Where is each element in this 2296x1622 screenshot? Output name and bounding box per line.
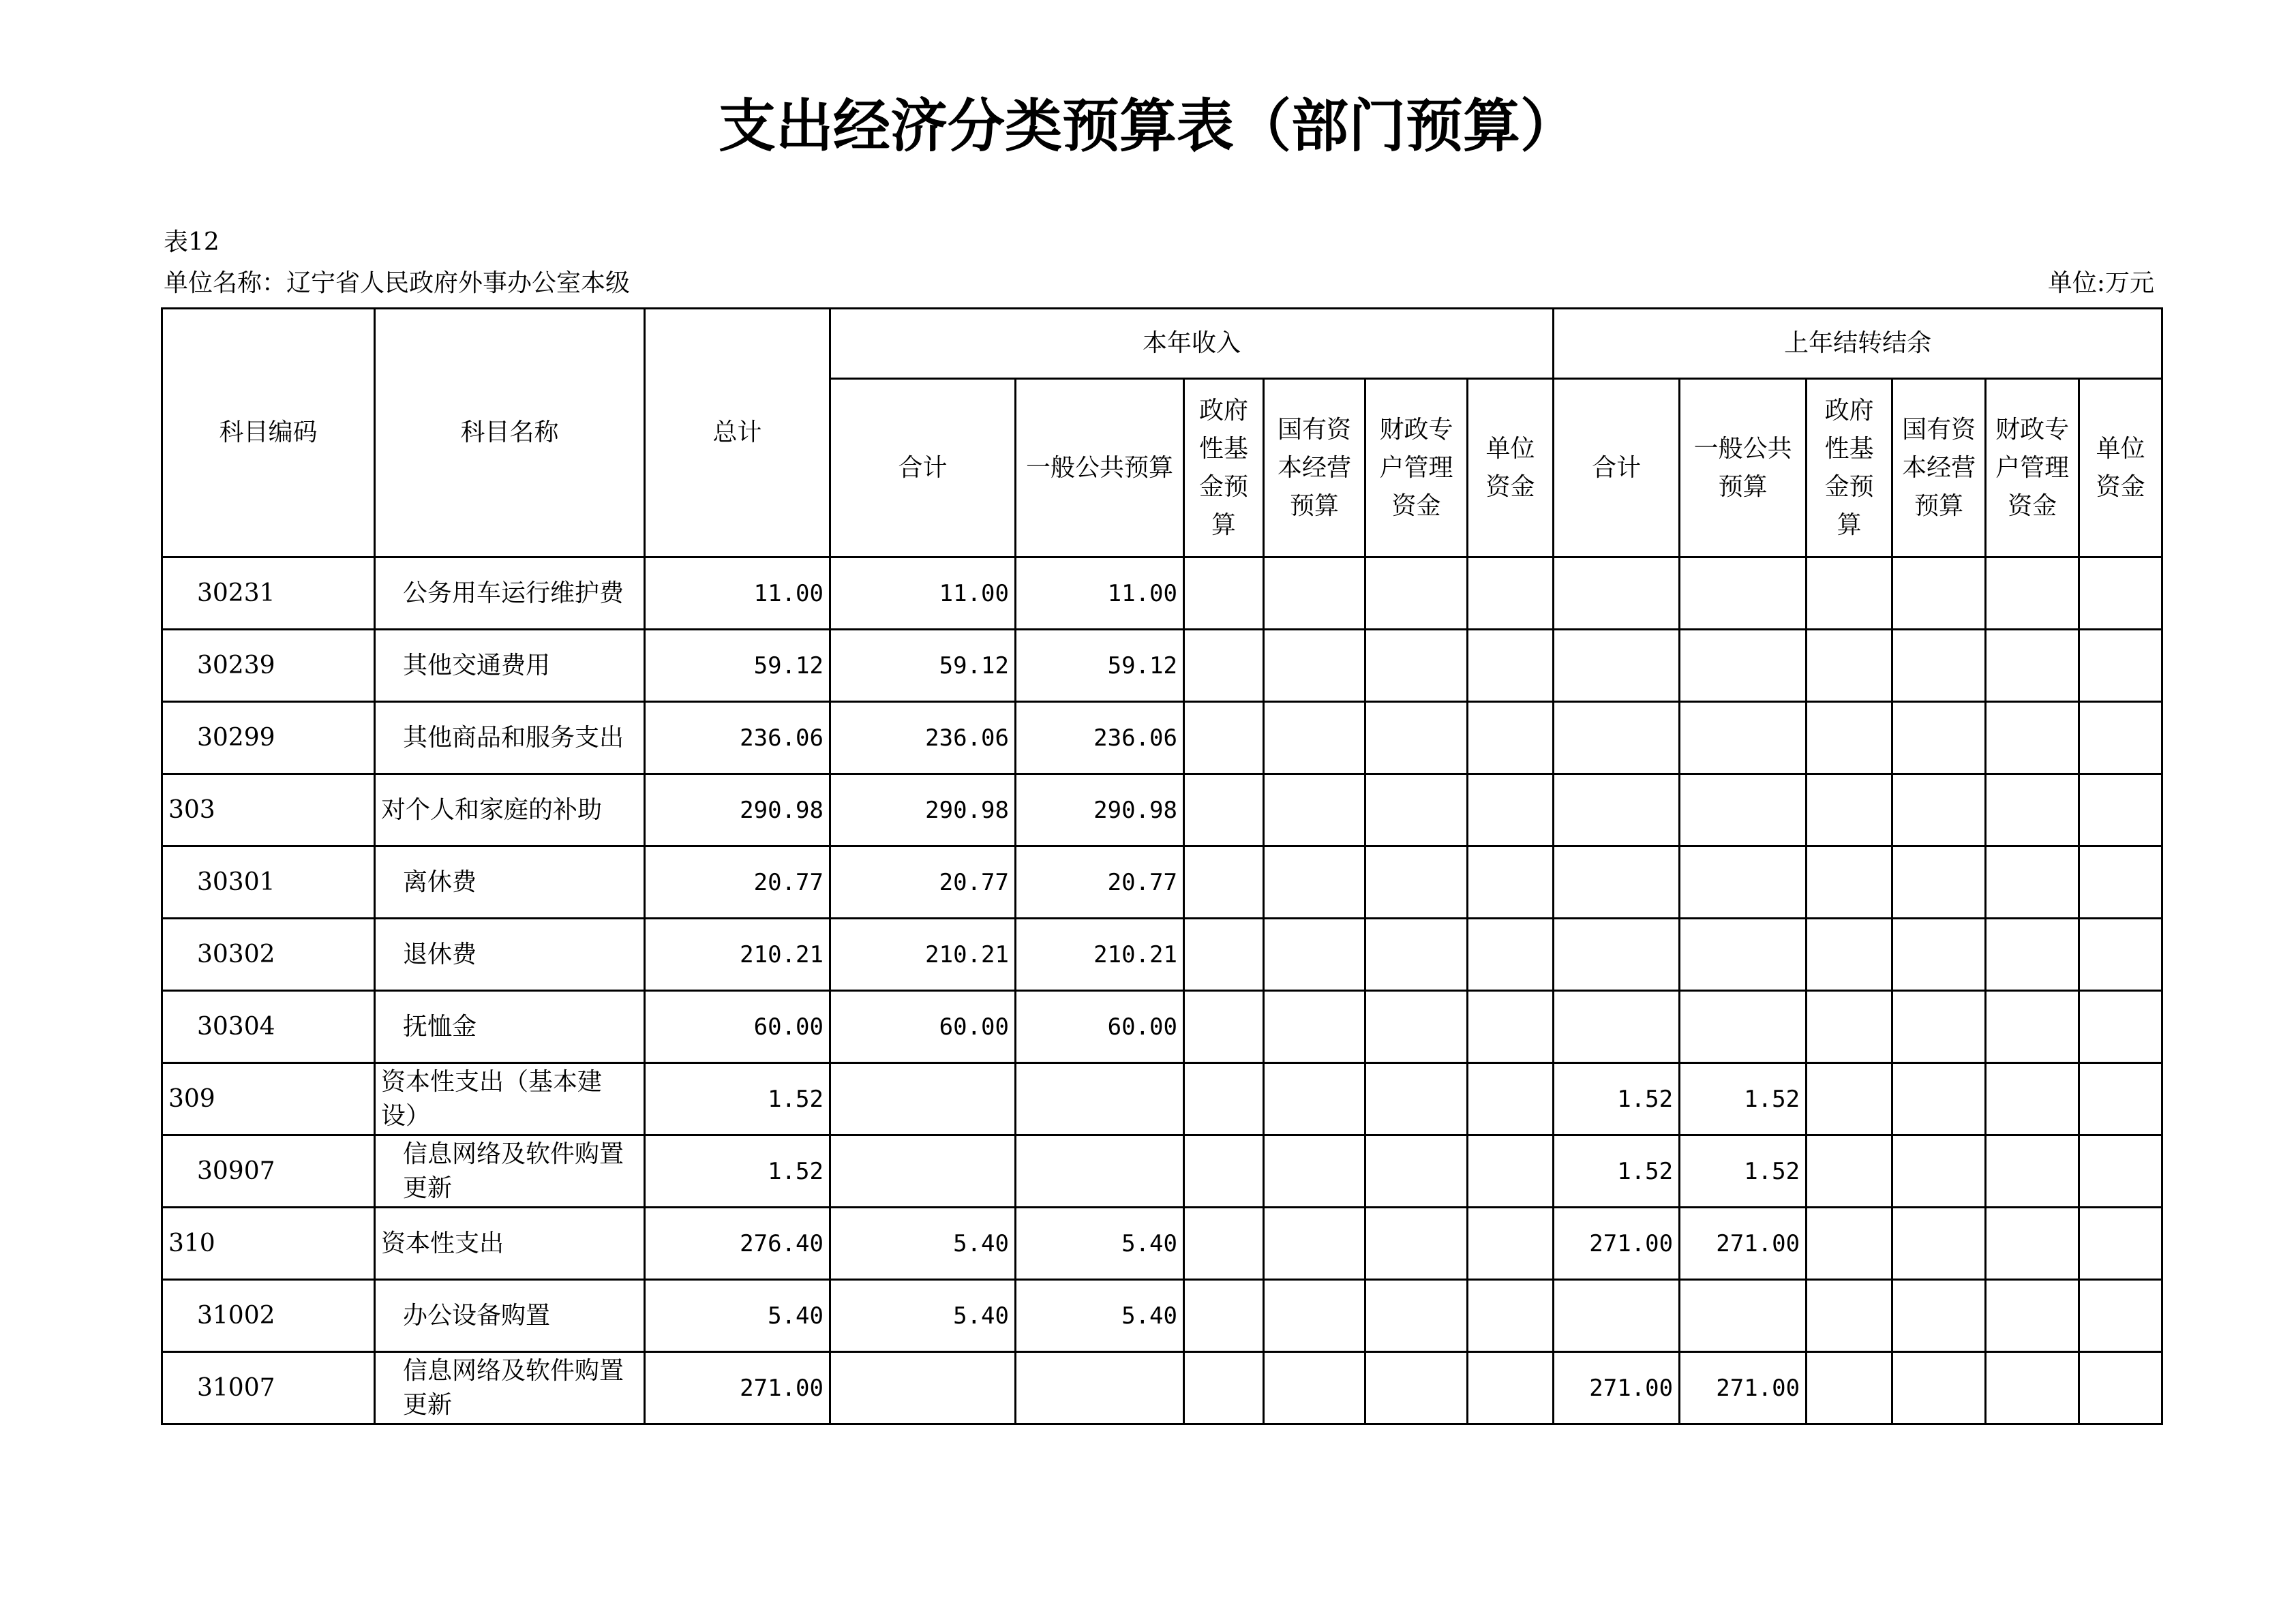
ly-sum-cell: 271.00: [1554, 1208, 1680, 1280]
cy-general-cell: 20.77: [1016, 846, 1184, 919]
ly-general-cell: 1.52: [1680, 1063, 1807, 1135]
table-row: [162, 1208, 2162, 1280]
ly-unit-fund-cell: [2079, 630, 2162, 702]
cy-state-capital-cell: [1264, 846, 1365, 919]
ly-sum-cell: [1554, 630, 1680, 702]
cy-sum-cell: 20.77: [830, 846, 1016, 919]
ly-fiscal-special-cell: [1986, 1135, 2079, 1208]
ly-sum-cell: [1554, 557, 1680, 630]
ly-state-capital-cell: [1892, 919, 1986, 991]
header-cy-unit-fund: 单位资金: [1468, 379, 1554, 557]
cy-state-capital-cell: [1264, 774, 1365, 846]
cy-unit-fund-cell: [1468, 1208, 1554, 1280]
cy-gov-fund-cell: [1184, 1208, 1264, 1280]
total-cell: 236.06: [645, 702, 830, 774]
ly-gov-fund-cell: [1807, 1063, 1892, 1135]
ly-sum-cell: 1.52: [1554, 1063, 1680, 1135]
total-cell: 60.00: [645, 991, 830, 1063]
cy-general-cell: 5.40: [1016, 1280, 1184, 1352]
cy-unit-fund-cell: [1468, 1063, 1554, 1135]
ly-unit-fund-cell: [2079, 1063, 2162, 1135]
cy-sum-cell: 59.12: [830, 630, 1016, 702]
cy-unit-fund-cell: [1468, 1352, 1554, 1424]
total-cell: 1.52: [645, 1135, 830, 1208]
header-current-year: 本年收入: [830, 309, 1554, 379]
cy-sum-cell: 60.00: [830, 991, 1016, 1063]
ly-gov-fund-cell: [1807, 991, 1892, 1063]
header-cy-gov-fund: 政府性基金预算: [1184, 379, 1264, 557]
cy-general-cell: 210.21: [1016, 919, 1184, 991]
ly-general-cell: [1680, 991, 1807, 1063]
cy-general-cell: 236.06: [1016, 702, 1184, 774]
total-cell: 5.40: [645, 1280, 830, 1352]
ly-fiscal-special-cell: [1986, 1063, 2079, 1135]
cy-state-capital-cell: [1264, 919, 1365, 991]
ly-unit-fund-cell: [2079, 774, 2162, 846]
cy-gov-fund-cell: [1184, 702, 1264, 774]
cy-gov-fund-cell: [1184, 774, 1264, 846]
cy-general-cell: 5.40: [1016, 1208, 1184, 1280]
ly-gov-fund-cell: [1807, 919, 1892, 991]
cy-state-capital-cell: [1264, 1352, 1365, 1424]
cy-general-cell: 60.00: [1016, 991, 1184, 1063]
ly-unit-fund-cell: [2079, 1280, 2162, 1352]
cy-general-cell: 11.00: [1016, 557, 1184, 630]
code-cell: 31002: [162, 1280, 375, 1352]
name-cell: 资本性支出: [375, 1208, 645, 1280]
ly-unit-fund-cell: [2079, 557, 2162, 630]
cy-gov-fund-cell: [1184, 557, 1264, 630]
cy-sum-cell: 290.98: [830, 774, 1016, 846]
name-cell: 信息网络及软件购置更新: [375, 1135, 645, 1208]
cy-state-capital-cell: [1264, 991, 1365, 1063]
cy-general-cell: [1016, 1135, 1184, 1208]
cy-sum-cell: [830, 1135, 1016, 1208]
total-cell: 11.00: [645, 557, 830, 630]
code-cell: 31007: [162, 1352, 375, 1424]
cy-general-cell: [1016, 1352, 1184, 1424]
header-cy-fiscal-special: 财政专户管理资金: [1365, 379, 1468, 557]
header-ly-gov-fund: 政府性基金预算: [1807, 379, 1892, 557]
code-cell: 309: [162, 1063, 375, 1135]
ly-sum-cell: [1554, 774, 1680, 846]
cy-state-capital-cell: [1264, 702, 1365, 774]
header-cy-general-budget: 一般公共预算: [1016, 379, 1184, 557]
cy-unit-fund-cell: [1468, 630, 1554, 702]
cy-fiscal-special-cell: [1365, 1063, 1468, 1135]
ly-state-capital-cell: [1892, 991, 1986, 1063]
ly-general-cell: [1680, 774, 1807, 846]
cy-state-capital-cell: [1264, 1135, 1365, 1208]
ly-sum-cell: 271.00: [1554, 1352, 1680, 1424]
total-cell: 276.40: [645, 1208, 830, 1280]
ly-fiscal-special-cell: [1986, 1352, 2079, 1424]
cy-sum-cell: 210.21: [830, 919, 1016, 991]
ly-fiscal-special-cell: [1986, 702, 2079, 774]
total-cell: 290.98: [645, 774, 830, 846]
ly-general-cell: [1680, 630, 1807, 702]
ly-gov-fund-cell: [1807, 774, 1892, 846]
cy-general-cell: 59.12: [1016, 630, 1184, 702]
table-row: [162, 1280, 2162, 1352]
cy-fiscal-special-cell: [1365, 1208, 1468, 1280]
cy-gov-fund-cell: [1184, 1280, 1264, 1352]
ly-unit-fund-cell: [2079, 846, 2162, 919]
cy-unit-fund-cell: [1468, 991, 1554, 1063]
cy-unit-fund-cell: [1468, 557, 1554, 630]
currency-unit: 单位:万元: [2047, 269, 2154, 297]
ly-general-cell: 1.52: [1680, 1135, 1807, 1208]
ly-sum-cell: [1554, 1280, 1680, 1352]
cy-gov-fund-cell: [1184, 630, 1264, 702]
cy-state-capital-cell: [1264, 1208, 1365, 1280]
cy-sum-cell: 236.06: [830, 702, 1016, 774]
header-ly-general-budget: 一般公共预算: [1680, 379, 1807, 557]
total-cell: 20.77: [645, 846, 830, 919]
cy-state-capital-cell: [1264, 1280, 1365, 1352]
table-row: [162, 1063, 2162, 1135]
ly-state-capital-cell: [1892, 1063, 1986, 1135]
ly-sum-cell: 1.52: [1554, 1135, 1680, 1208]
name-cell: 离休费: [375, 846, 645, 919]
cy-gov-fund-cell: [1184, 846, 1264, 919]
name-cell: 资本性支出（基本建设）: [375, 1063, 645, 1135]
header-ly-fiscal-special: 财政专户管理资金: [1986, 379, 2079, 557]
cy-state-capital-cell: [1264, 557, 1365, 630]
name-cell: 退休费: [375, 919, 645, 991]
name-cell: 其他商品和服务支出: [375, 702, 645, 774]
budget-table: [161, 307, 2163, 1425]
cy-gov-fund-cell: [1184, 1063, 1264, 1135]
cy-fiscal-special-cell: [1365, 774, 1468, 846]
cy-unit-fund-cell: [1468, 702, 1554, 774]
table-number: 表12: [164, 228, 220, 256]
cy-unit-fund-cell: [1468, 919, 1554, 991]
ly-gov-fund-cell: [1807, 846, 1892, 919]
cy-gov-fund-cell: [1184, 919, 1264, 991]
ly-general-cell: [1680, 1280, 1807, 1352]
header-ly-unit-fund: 单位资金: [2079, 379, 2162, 557]
ly-fiscal-special-cell: [1986, 1208, 2079, 1280]
header-last-year: 上年结转结余: [1554, 309, 2162, 379]
ly-state-capital-cell: [1892, 630, 1986, 702]
ly-state-capital-cell: [1892, 1352, 1986, 1424]
table-row: [162, 774, 2162, 846]
code-cell: 303: [162, 774, 375, 846]
ly-fiscal-special-cell: [1986, 1280, 2079, 1352]
ly-fiscal-special-cell: [1986, 557, 2079, 630]
table-row: [162, 630, 2162, 702]
cy-gov-fund-cell: [1184, 991, 1264, 1063]
cy-fiscal-special-cell: [1365, 557, 1468, 630]
ly-unit-fund-cell: [2079, 1135, 2162, 1208]
ly-gov-fund-cell: [1807, 1135, 1892, 1208]
ly-state-capital-cell: [1892, 557, 1986, 630]
code-cell: 30231: [162, 557, 375, 630]
cy-fiscal-special-cell: [1365, 919, 1468, 991]
ly-state-capital-cell: [1892, 774, 1986, 846]
cy-unit-fund-cell: [1468, 774, 1554, 846]
name-cell: 办公设备购置: [375, 1280, 645, 1352]
name-cell: 其他交通费用: [375, 630, 645, 702]
ly-state-capital-cell: [1892, 1280, 1986, 1352]
name-cell: 信息网络及软件购置更新: [375, 1352, 645, 1424]
page-title: 支出经济分类预算表（部门预算）: [718, 93, 1577, 159]
table-row: [162, 919, 2162, 991]
ly-state-capital-cell: [1892, 1135, 1986, 1208]
name-cell: 抚恤金: [375, 991, 645, 1063]
ly-state-capital-cell: [1892, 846, 1986, 919]
cy-fiscal-special-cell: [1365, 702, 1468, 774]
code-cell: 30301: [162, 846, 375, 919]
ly-fiscal-special-cell: [1986, 846, 2079, 919]
ly-general-cell: [1680, 557, 1807, 630]
cy-state-capital-cell: [1264, 1063, 1365, 1135]
unit-name: 单位名称：辽宁省人民政府外事办公室本级: [164, 269, 631, 297]
header-name: 科目名称: [375, 309, 645, 557]
ly-sum-cell: [1554, 991, 1680, 1063]
cy-sum-cell: 11.00: [830, 557, 1016, 630]
code-cell: 30907: [162, 1135, 375, 1208]
cy-sum-cell: 5.40: [830, 1280, 1016, 1352]
ly-unit-fund-cell: [2079, 702, 2162, 774]
cy-general-cell: 290.98: [1016, 774, 1184, 846]
cy-fiscal-special-cell: [1365, 630, 1468, 702]
code-cell: 30302: [162, 919, 375, 991]
code-cell: 30299: [162, 702, 375, 774]
ly-unit-fund-cell: [2079, 991, 2162, 1063]
ly-gov-fund-cell: [1807, 630, 1892, 702]
table-row: [162, 991, 2162, 1063]
ly-fiscal-special-cell: [1986, 774, 2079, 846]
ly-state-capital-cell: [1892, 702, 1986, 774]
cy-unit-fund-cell: [1468, 1135, 1554, 1208]
ly-sum-cell: [1554, 919, 1680, 991]
ly-sum-cell: [1554, 702, 1680, 774]
name-cell: 公务用车运行维护费: [375, 557, 645, 630]
ly-general-cell: [1680, 919, 1807, 991]
cy-general-cell: [1016, 1063, 1184, 1135]
ly-gov-fund-cell: [1807, 1280, 1892, 1352]
ly-gov-fund-cell: [1807, 1208, 1892, 1280]
cy-fiscal-special-cell: [1365, 846, 1468, 919]
header-cy-state-capital: 国有资本经营预算: [1264, 379, 1365, 557]
cy-fiscal-special-cell: [1365, 1135, 1468, 1208]
cy-sum-cell: 5.40: [830, 1208, 1016, 1280]
header-ly-state-capital: 国有资本经营预算: [1892, 379, 1986, 557]
ly-fiscal-special-cell: [1986, 919, 2079, 991]
header-total: 总计: [645, 309, 830, 557]
ly-fiscal-special-cell: [1986, 991, 2079, 1063]
ly-unit-fund-cell: [2079, 1208, 2162, 1280]
ly-unit-fund-cell: [2079, 1352, 2162, 1424]
name-cell: 对个人和家庭的补助: [375, 774, 645, 846]
ly-gov-fund-cell: [1807, 1352, 1892, 1424]
header-ly-sum: 合计: [1554, 379, 1680, 557]
table-row: [162, 1352, 2162, 1424]
ly-state-capital-cell: [1892, 1208, 1986, 1280]
ly-general-cell: 271.00: [1680, 1208, 1807, 1280]
cy-sum-cell: [830, 1352, 1016, 1424]
code-cell: 30239: [162, 630, 375, 702]
total-cell: 59.12: [645, 630, 830, 702]
cy-state-capital-cell: [1264, 630, 1365, 702]
ly-sum-cell: [1554, 846, 1680, 919]
code-cell: 310: [162, 1208, 375, 1280]
cy-unit-fund-cell: [1468, 846, 1554, 919]
ly-gov-fund-cell: [1807, 702, 1892, 774]
cy-unit-fund-cell: [1468, 1280, 1554, 1352]
header-code: 科目编码: [162, 309, 375, 557]
table-row: [162, 557, 2162, 630]
table-row: [162, 846, 2162, 919]
cy-gov-fund-cell: [1184, 1352, 1264, 1424]
cy-fiscal-special-cell: [1365, 1352, 1468, 1424]
ly-general-cell: [1680, 846, 1807, 919]
cy-gov-fund-cell: [1184, 1135, 1264, 1208]
cy-sum-cell: [830, 1063, 1016, 1135]
total-cell: 271.00: [645, 1352, 830, 1424]
ly-gov-fund-cell: [1807, 557, 1892, 630]
table-row: [162, 1135, 2162, 1208]
cy-fiscal-special-cell: [1365, 991, 1468, 1063]
ly-unit-fund-cell: [2079, 919, 2162, 991]
header-cy-sum: 合计: [830, 379, 1016, 557]
ly-fiscal-special-cell: [1986, 630, 2079, 702]
cy-fiscal-special-cell: [1365, 1280, 1468, 1352]
ly-general-cell: [1680, 702, 1807, 774]
table-row: [162, 702, 2162, 774]
code-cell: 30304: [162, 991, 375, 1063]
ly-general-cell: 271.00: [1680, 1352, 1807, 1424]
total-cell: 210.21: [645, 919, 830, 991]
total-cell: 1.52: [645, 1063, 830, 1135]
